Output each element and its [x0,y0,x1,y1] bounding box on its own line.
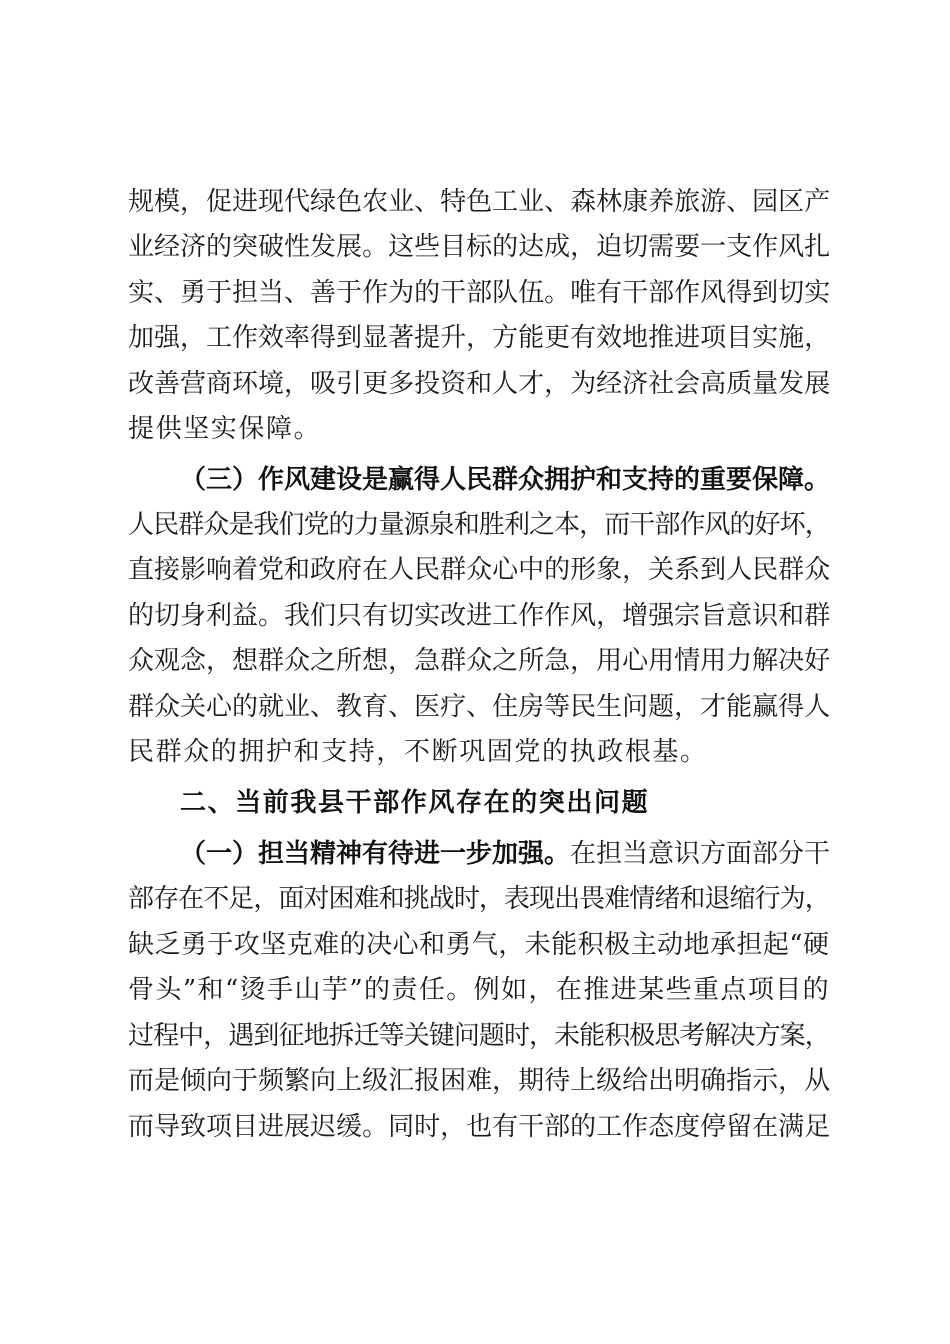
paragraph-line: 而是倾向于频繁向上级汇报困难，期待上级给出明确指示，从 [128,1066,831,1096]
paragraph-line: 提供坚实保障。 [128,414,322,444]
paragraph-line: 规模，促进现代绿色农业、特色工业、森林康养旅游、园区产 [128,187,831,217]
paragraph-line: 骨头”和“烫手山芋”的责任。例如，在推进某些重点项目的 [128,975,831,1005]
section-heading: （一）担当精神有待进一步加强。 [180,839,571,869]
paragraph-line: 改善营商环境，吸引更多投资和人才，为经济社会高质量发展 [128,369,831,399]
paragraph-line: 直接影响着党和政府在人民群众心中的形象，关系到人民群众 [128,555,831,585]
paragraph-line: 加强，工作效率得到显著提升，方能更有效地推进项目实施， [128,323,831,353]
paragraph-line: 部存在不足，面对困难和挑战时，表现出畏难情绪和退缩行为， [128,884,830,914]
paragraph-first-line [180,836,830,872]
paragraph-line: 人民群众是我们党的力量源泉和胜利之本，而干部作风的好坏， [128,510,830,540]
paragraph-line: 众观念，想群众之所想，急群众之所急，用心用情用力解决好 [128,646,831,676]
paragraph-line: 而导致项目进展迟缓。同时，也有干部的工作态度停留在满足 [128,1112,831,1142]
part-heading: 二、当前我县干部作风存在的突出问题 [180,788,650,818]
paragraph-line: 实、勇于担当、善于作为的干部队伍。唯有干部作风得到切实 [128,278,831,308]
paragraph-line: 过程中，遇到征地拆迁等关键问题时，未能积极思考解决方案， [128,1021,830,1051]
paragraph-line: 业经济的突破性发展。这些目标的达成，迫切需要一支作风扎 [128,232,831,262]
paragraph-line: 民群众的拥护和支持，不断巩固党的执政根基。 [128,737,708,767]
paragraph-line: 群众关心的就业、教育、医疗、住房等民生问题，才能赢得人 [128,692,831,722]
paragraph-text: 在担当意识方面部分干 [570,839,831,869]
section-heading: （三）作风建设是赢得人民群众拥护和支持的重要保障。 [180,465,831,495]
paragraph-line: 缺乏勇于攻坚克难的决心和勇气，未能积极主动地承担起“硬 [128,930,830,960]
paragraph-line: 的切身利益。我们只有切实改进工作作风，增强宗旨意识和群 [128,601,831,631]
